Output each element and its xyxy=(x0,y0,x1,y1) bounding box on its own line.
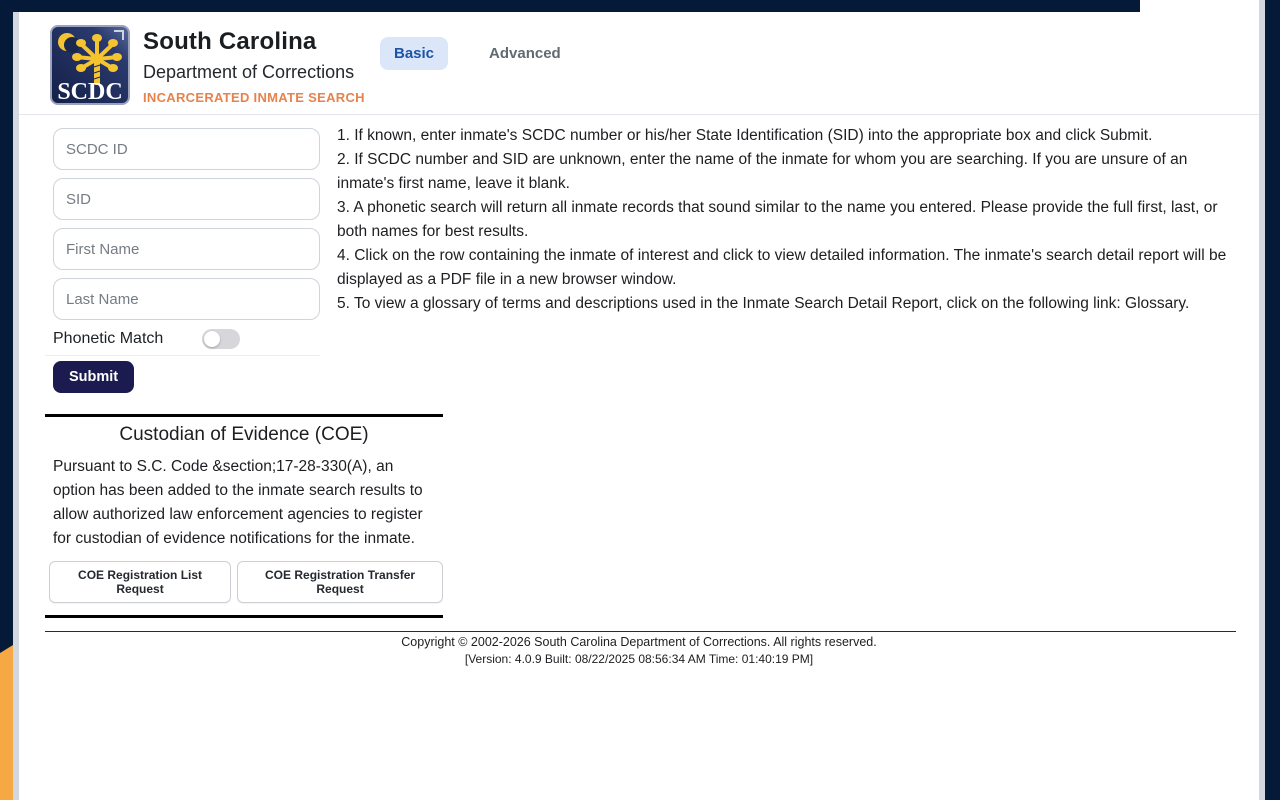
header xyxy=(19,12,1259,115)
instruction-item: 2. If SCDC number and SID are unknown, enter the name of the inmate for whom you are searching. If you are unsure of an inmate's first name, leave it blank. xyxy=(337,151,1188,192)
tab-basic[interactable]: Basic xyxy=(380,37,448,70)
instruction-item: 3. A phonetic search will return all inmate records that sound similar to the name you entered. Please provide the full first, last, or both names for best results. xyxy=(337,199,1218,240)
coe-buttons xyxy=(49,561,443,603)
search-form xyxy=(53,128,320,320)
instruction-item: 1. If known, enter inmate's SCDC number or his/her State Identification (SID) into the appropriate box and click Submit. xyxy=(337,127,1153,144)
version-text: [Version: 4.0.9 Built: 08/22/2025 08:56:34 AM Time: 01:40:19 PM] xyxy=(464,652,814,666)
left-orange-strip xyxy=(0,645,13,800)
coe-top-rule xyxy=(45,414,443,417)
instructions xyxy=(337,124,1230,316)
coe-bottom-rule xyxy=(45,615,443,618)
page-title: South Carolina xyxy=(143,28,317,55)
left-navy-strip xyxy=(0,0,13,800)
title-block xyxy=(143,28,365,105)
first-name-input[interactable] xyxy=(53,228,320,270)
phonetic-match-toggle[interactable] xyxy=(202,329,240,349)
top-navy-bar xyxy=(0,0,1140,12)
page-tagline: INCARCERATED INMATE SEARCH xyxy=(143,90,365,105)
coe-section xyxy=(45,414,443,618)
coe-transfer-request-button[interactable]: COE Registration Transfer Request xyxy=(237,561,443,603)
instruction-item: 5. To view a glossary of terms and descriptions used in the Inmate Search Detail Report, click on the following link: Glossary. xyxy=(337,295,1190,312)
footer xyxy=(19,635,1259,666)
svg-text:SCDC: SCDC xyxy=(57,79,123,105)
coe-title: Custodian of Evidence (COE) xyxy=(119,424,369,445)
scdc-id-input[interactable] xyxy=(53,128,320,170)
copyright-text: Copyright © 2002-2026 South Carolina Department of Corrections. All rights reserved. xyxy=(401,635,877,649)
sid-input[interactable] xyxy=(53,178,320,220)
last-name-input[interactable] xyxy=(53,278,320,320)
coe-body: Pursuant to S.C. Code &section;17-28-330(A), an option has been added to the inmate search results to allow authorized law enforcement agencies to register for custodian of evidence notifications for the inmate. xyxy=(53,458,423,547)
phonetic-match-label: Phonetic Match xyxy=(53,329,164,347)
right-navy-strip xyxy=(1265,0,1280,800)
submit-button[interactable]: Submit xyxy=(53,361,134,393)
scdc-logo xyxy=(50,25,130,105)
search-mode-tabs xyxy=(380,37,575,70)
toggle-knob xyxy=(204,331,220,347)
footer-divider xyxy=(45,631,1236,632)
phonetic-match-row xyxy=(45,322,320,356)
coe-list-request-button[interactable]: COE Registration List Request xyxy=(49,561,231,603)
instruction-item: 4. Click on the row containing the inmate of interest and click to view detailed information. The inmate's search detail report will be displayed as a PDF file in a new browser window. xyxy=(337,247,1227,288)
left-gray-strip xyxy=(13,0,19,800)
page-subtitle: Department of Corrections xyxy=(143,62,355,82)
tab-advanced[interactable]: Advanced xyxy=(489,45,561,62)
